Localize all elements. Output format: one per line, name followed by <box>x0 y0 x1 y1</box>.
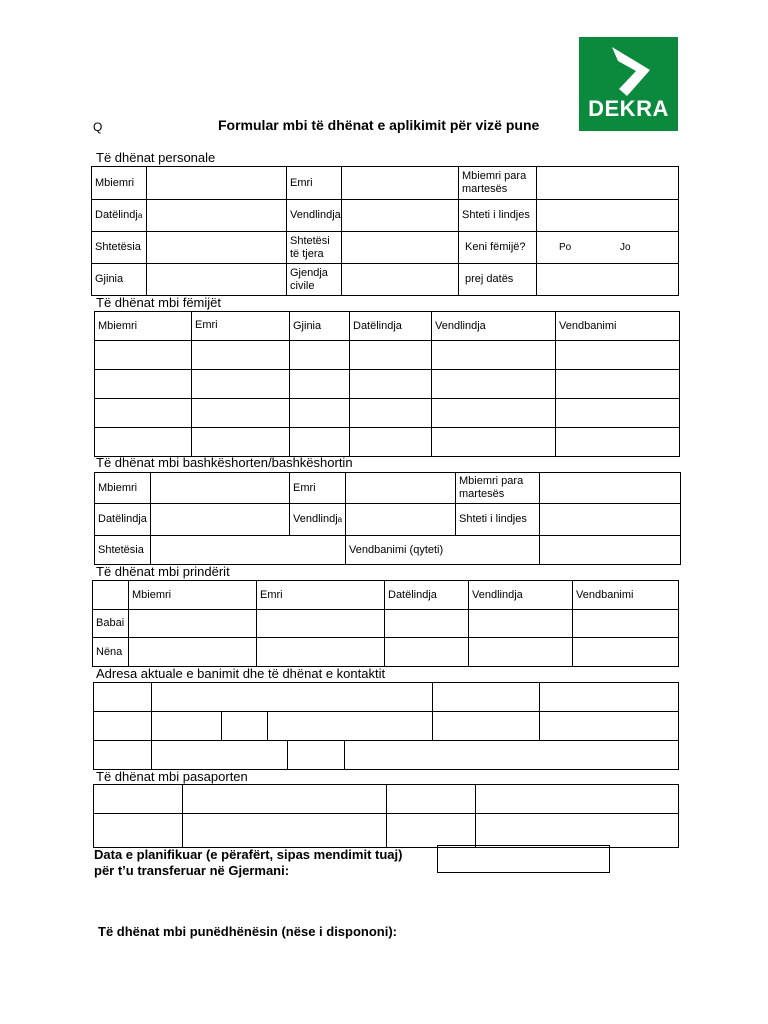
children-cell[interactable] <box>350 370 432 399</box>
passport-cell[interactable] <box>387 785 476 814</box>
passport-cell[interactable] <box>476 785 679 814</box>
parents-col-birth-date: Datëlindja <box>385 581 469 610</box>
top-mark: Q <box>93 120 103 134</box>
address-cell[interactable] <box>152 741 288 770</box>
label-birthplace: Vendlindja <box>287 200 342 232</box>
personal-table <box>91 166 679 296</box>
parents-col-surname: Mbiemri <box>129 581 257 610</box>
children-cell[interactable] <box>432 370 556 399</box>
parents-cell[interactable] <box>573 610 679 638</box>
children-cell[interactable] <box>290 370 350 399</box>
parents-row-father: Babai <box>93 610 129 638</box>
children-table <box>94 311 680 457</box>
input-civil-status[interactable] <box>342 264 459 296</box>
input-since[interactable] <box>537 264 679 296</box>
input-birth-country[interactable] <box>537 200 679 232</box>
spouse-input-first-name[interactable] <box>346 473 456 504</box>
section-heading-spouse: Të dhënat mbi bashkëshorten/bashkëshortin <box>96 455 353 470</box>
label-birth-country: Shteti i lindjes <box>459 200 537 232</box>
option-no[interactable]: Jo <box>620 242 631 253</box>
employer-heading: Të dhënat mbi punëdhënësin (nëse i dispononi): <box>98 924 398 939</box>
label-children: Keni fëmijë? <box>459 232 537 264</box>
label-citizenship: Shtetësia <box>92 232 147 264</box>
parents-row-mother: Nëna <box>93 638 129 667</box>
address-cell[interactable] <box>345 741 679 770</box>
label-gender: Gjinia <box>92 264 147 296</box>
spouse-input-maiden-name[interactable] <box>540 473 681 504</box>
children-cell[interactable] <box>290 399 350 428</box>
label-maiden-name: Mbiemri para martesës <box>459 167 537 200</box>
spouse-label-residence: Vendbanimi (qyteti) <box>346 536 540 565</box>
spouse-label-citizenship: Shtetësia <box>95 536 151 565</box>
spouse-input-residence[interactable] <box>540 536 681 565</box>
passport-table <box>93 784 679 848</box>
children-cell[interactable] <box>556 341 680 370</box>
parents-col-birthplace: Vendlindja <box>469 581 573 610</box>
spouse-label-surname: Mbiemri <box>95 473 151 504</box>
section-heading-personal: Të dhënat personale <box>96 150 216 165</box>
address-cell[interactable] <box>433 712 540 741</box>
children-cell[interactable] <box>432 399 556 428</box>
transfer-date-label: Data e planifikuar (e përafërt, sipas mendimit tuaj) për t’u transferuar në Gjermani: <box>94 847 403 878</box>
children-cell[interactable] <box>556 399 680 428</box>
label-first-name: Emri <box>287 167 342 200</box>
children-cell[interactable] <box>290 428 350 457</box>
dekra-logo <box>579 37 678 131</box>
label-surname: Mbiemri <box>92 167 147 200</box>
address-cell[interactable] <box>433 683 540 712</box>
children-cell[interactable] <box>432 341 556 370</box>
transfer-date-input[interactable] <box>437 845 610 873</box>
spouse-input-birth-country[interactable] <box>540 504 681 536</box>
parents-table <box>92 580 679 667</box>
passport-cell[interactable] <box>183 785 387 814</box>
address-cell[interactable] <box>222 712 268 741</box>
children-choice-cell[interactable] <box>537 232 679 264</box>
section-heading-parents: Të dhënat mbi prindërit <box>96 564 230 579</box>
parents-cell[interactable] <box>469 638 573 667</box>
spouse-label-maiden-name: Mbiemri para martesës <box>456 473 540 504</box>
children-col-residence: Vendbanimi <box>556 312 680 341</box>
parents-cell[interactable] <box>257 638 385 667</box>
children-cell[interactable] <box>350 341 432 370</box>
input-birthplace[interactable] <box>342 200 459 232</box>
passport-cell[interactable] <box>476 814 679 848</box>
children-col-birthplace: Vendlindja <box>432 312 556 341</box>
spouse-label-birthplace: Vendlindja <box>290 504 346 536</box>
label-since: prej datës <box>459 264 537 296</box>
section-heading-address: Adresa aktuale e banimit dhe të dhënat e kontaktit <box>96 666 386 681</box>
passport-cell[interactable] <box>387 814 476 848</box>
children-col-birth-date: Datëlindja <box>350 312 432 341</box>
input-maiden-name[interactable] <box>537 167 679 200</box>
children-cell[interactable] <box>350 399 432 428</box>
address-cell[interactable] <box>94 741 152 770</box>
spouse-table <box>94 472 681 565</box>
spouse-input-surname[interactable] <box>151 473 290 504</box>
passport-cell[interactable] <box>94 785 183 814</box>
children-cell[interactable] <box>95 428 192 457</box>
address-cell[interactable] <box>94 712 152 741</box>
children-cell[interactable] <box>290 341 350 370</box>
children-cell[interactable] <box>95 370 192 399</box>
section-heading-children: Të dhënat mbi fëmijët <box>96 295 222 310</box>
parents-cell[interactable] <box>257 610 385 638</box>
label-civil-status: Gjendja civile <box>287 264 342 296</box>
logo-text: DEKRA <box>588 96 669 121</box>
children-col-surname: Mbiemri <box>95 312 192 341</box>
input-other-citizenship[interactable] <box>342 232 459 264</box>
address-cell[interactable] <box>94 683 152 712</box>
input-gender[interactable] <box>147 264 287 296</box>
input-citizenship[interactable] <box>147 232 287 264</box>
spouse-label-birth-country: Shteti i lindjes <box>456 504 540 536</box>
passport-cell[interactable] <box>94 814 183 848</box>
parents-cell[interactable] <box>385 610 469 638</box>
parents-cell[interactable] <box>469 610 573 638</box>
parents-header-blank <box>93 581 129 610</box>
spouse-label-birth-date: Datëlindja <box>95 504 151 536</box>
children-cell[interactable] <box>192 428 290 457</box>
parents-col-first-name: Emri <box>257 581 385 610</box>
address-cell[interactable] <box>288 741 345 770</box>
children-cell[interactable] <box>192 341 290 370</box>
address-cell[interactable] <box>540 712 679 741</box>
passport-cell[interactable] <box>183 814 387 848</box>
children-col-first-name: Emri <box>192 312 290 341</box>
children-cell[interactable] <box>556 370 680 399</box>
label-birth-date: Datëlindja <box>92 200 147 232</box>
parents-cell[interactable] <box>129 638 257 667</box>
children-cell[interactable] <box>556 428 680 457</box>
option-yes[interactable]: Po <box>559 242 572 253</box>
label-other-citizenship: Shtetësi të tjera <box>287 232 342 264</box>
children-col-gender: Gjinia <box>290 312 350 341</box>
children-cell[interactable] <box>432 428 556 457</box>
children-cell[interactable] <box>350 428 432 457</box>
spouse-input-birth-date[interactable] <box>151 504 290 536</box>
input-birth-date[interactable] <box>147 200 287 232</box>
children-cell[interactable] <box>192 399 290 428</box>
address-cell[interactable] <box>152 712 222 741</box>
children-cell[interactable] <box>95 341 192 370</box>
parents-col-residence: Vendbanimi <box>573 581 679 610</box>
spouse-input-birthplace[interactable] <box>346 504 456 536</box>
address-cell[interactable] <box>268 712 433 741</box>
input-first-name[interactable] <box>342 167 459 200</box>
address-cell[interactable] <box>152 683 433 712</box>
parents-cell[interactable] <box>573 638 679 667</box>
form-title: Formular mbi të dhënat e aplikimit për vizë pune <box>218 117 540 133</box>
input-surname[interactable] <box>147 167 287 200</box>
address-cell[interactable] <box>540 683 679 712</box>
children-cell[interactable] <box>95 399 192 428</box>
spouse-input-citizenship[interactable] <box>151 536 346 565</box>
parents-cell[interactable] <box>385 638 469 667</box>
parents-cell[interactable] <box>129 610 257 638</box>
section-heading-passport: Të dhënat mbi pasaporten <box>96 769 248 784</box>
children-cell[interactable] <box>192 370 290 399</box>
spouse-label-first-name: Emri <box>290 473 346 504</box>
address-table <box>93 682 679 770</box>
